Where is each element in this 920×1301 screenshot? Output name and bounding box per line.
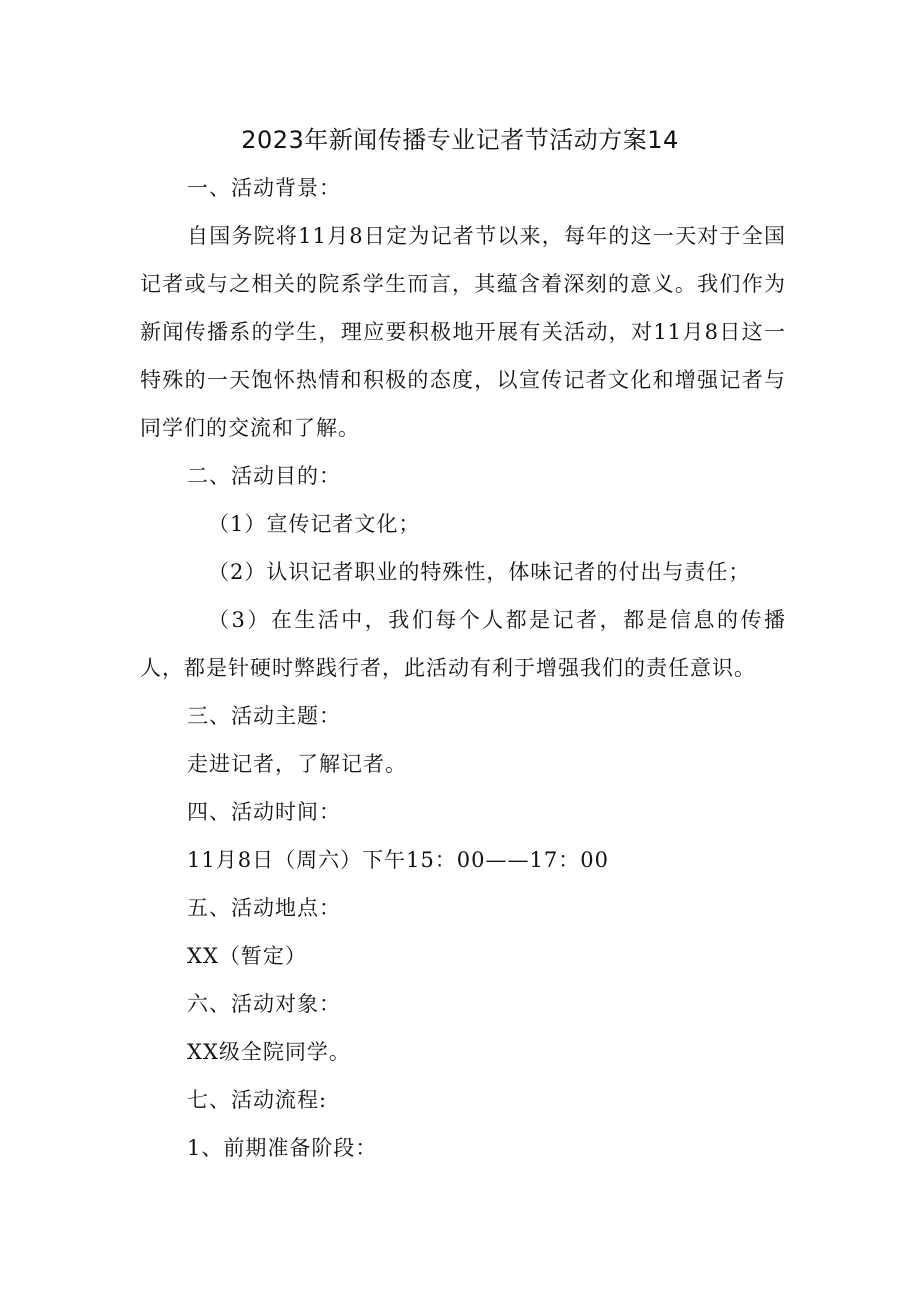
process-step-1: 1、前期准备阶段： (187, 1136, 378, 1160)
section-heading-location: 五、活动地点： (187, 896, 341, 920)
section-heading-purpose: 二、活动目的： (187, 464, 341, 488)
document-title: 2023年新闻传播专业记者节活动方案14 (241, 126, 679, 154)
document-body (140, 164, 786, 1172)
purpose-item-1: （1）宣传记者文化； (208, 512, 421, 536)
section-heading-theme: 三、活动主题： (187, 704, 341, 728)
purpose-item-3: （3）在生活中，我们每个人都是记者，都是信息的传播人，都是针硬时弊践行者，此活动有利于增强我们的责任意识。 (140, 608, 786, 680)
section-heading-audience: 六、活动对象： (187, 992, 341, 1016)
theme-text: 走进记者，了解记者。 (187, 752, 407, 776)
time-text: 11月8日（周六）下午15：00——17：00 (187, 848, 609, 872)
location-text: XX（暂定） (187, 944, 307, 968)
section-heading-background: 一、活动背景： (187, 176, 341, 200)
audience-text: XX级全院同学。 (187, 1040, 351, 1064)
section-heading-process: 七、活动流程: (187, 1088, 328, 1112)
purpose-item-2: （2）认识记者职业的特殊性，体味记者的付出与责任； (208, 560, 751, 584)
background-paragraph: 自国务院将11月8日定为记者节以来，每年的这一天对于全国记者或与之相关的院系学生而言，其蕴含着深刻的意义。我们作为新闻传播系的学生，理应要积极地开展有关活动，对11月8日这一特殊的一天饱怀热情和积极的态度，以宣传记者文化和增强记者与同学们的交流和了解。 (140, 224, 786, 440)
section-heading-time: 四、活动时间： (187, 800, 341, 824)
